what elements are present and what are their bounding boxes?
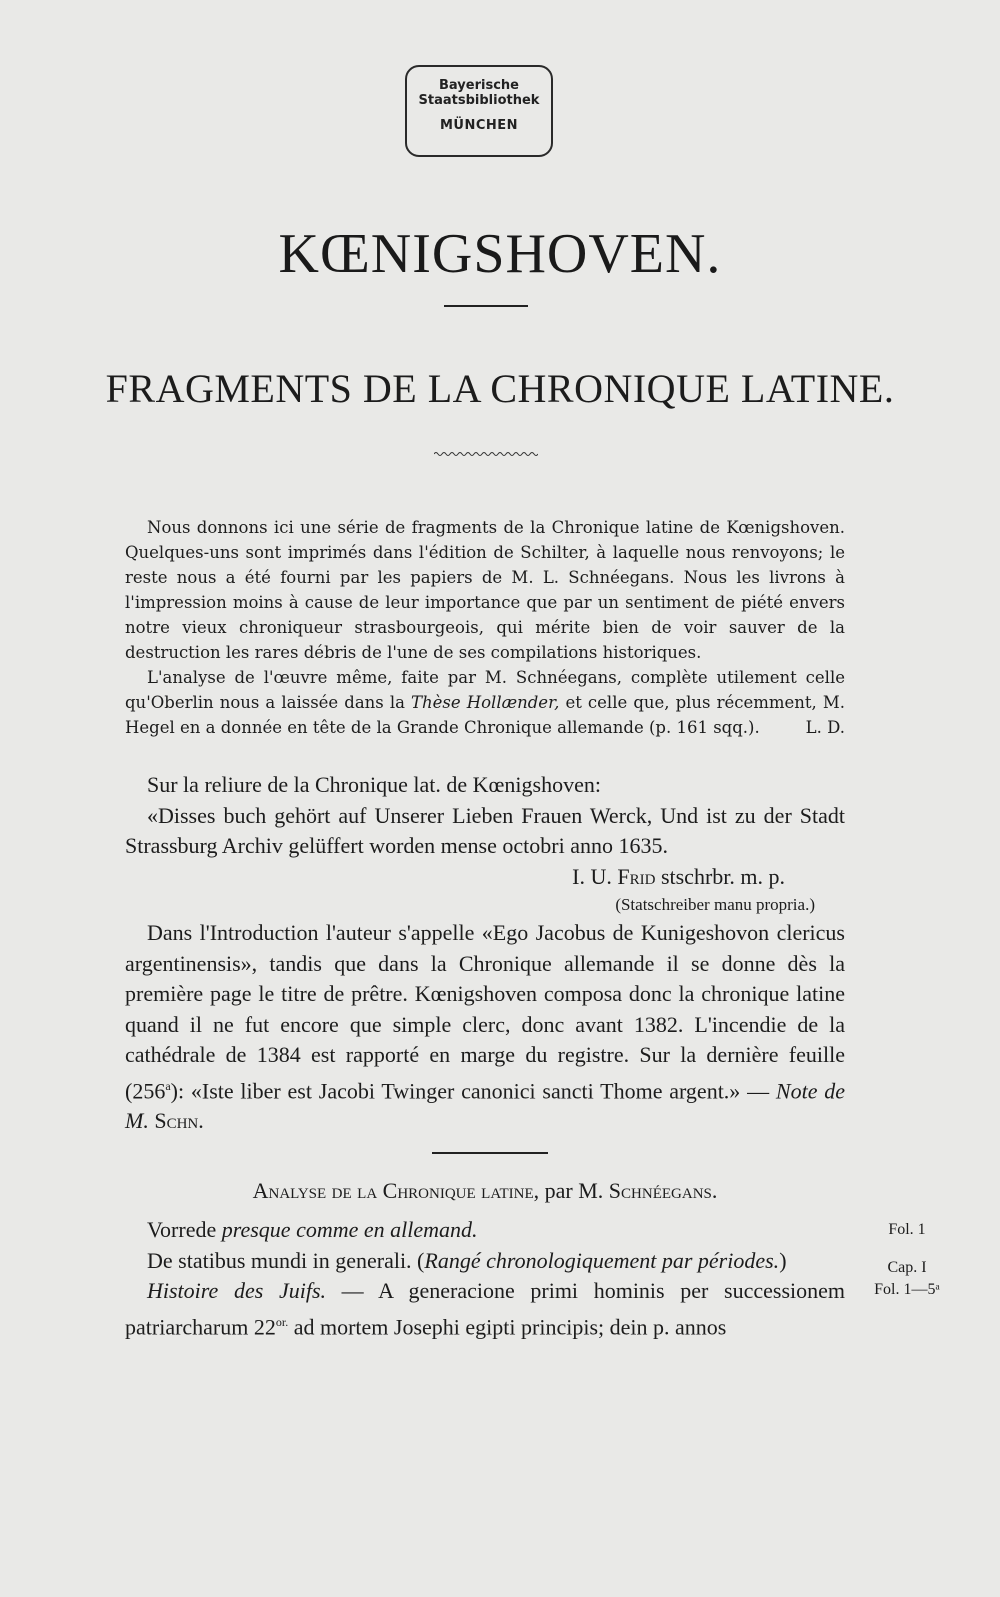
analysis-l1-italic: presque comme en allemand. [221,1217,478,1242]
binding-heading: Sur la reliure de la Chronique lat. de Kœnigshoven: [147,772,601,797]
title-divider [444,305,528,307]
introduction-paragraph [125,918,845,1137]
page-title: KŒNIGSHOVEN. [278,223,722,285]
analysis-heading-b: par M. [544,1178,604,1203]
intro-p2-text-b: et celle que, plus récemment, M. Hegel en a donnée en tête de la Grande Chronique allemande (p. 161 sqq.). [125,693,846,737]
stamp-line-1: Bayerische [439,78,519,93]
stamp-line-3: MÜNCHEN [439,117,519,133]
analysis-line-2 [125,1246,845,1277]
wavy-divider [434,450,538,458]
signature-suffix: stschrbr. m. p. [660,863,785,889]
analysis-line-1 [125,1215,845,1246]
margin-note-fol-1: Fol. 1 [888,1221,926,1238]
signature-prefix: I. U. [572,863,612,889]
intro-p2-italic: Thèse Hollænder, [411,693,560,712]
signature-gloss: (Statschreiber manu propria.) [615,895,815,914]
analysis-heading-a: Analyse de la Chronique latine, [252,1178,540,1203]
analysis-heading [125,1178,845,1204]
stamp-line-2: Staatsbibliothek [418,92,540,108]
analysis-l3-italic: Histoire des Juifs. [147,1278,326,1303]
analysis-l2-close: ) [779,1247,787,1273]
margin-note-cap: Cap. I [887,1259,927,1276]
analysis-l1-text: Vorrede [147,1217,217,1242]
intro-paragraph-2 [125,665,845,740]
analysis-line-3 [125,1276,845,1342]
intro-p2-text-a: L'analyse de l'œuvre même, faite par M. Schnéegans, complète utilement celle qu'Oberlin nous a laissée dans la [125,668,845,712]
intro-para-text-b: ): «Iste liber est Jacobi Twinger canonici sancti Thome argent.» — [170,1077,770,1103]
library-stamp [405,65,553,157]
intro-paragraph-1: Nous donnons ici une série de fragments de la Chronique latine de Kœnigshoven. Quelques-uns sont imprimés dans l'édition de Schilter, à laquelle nous renvoyons; le reste nous a été fourni par les papiers de M. L. Schnéegans. Nous les livrons à l'impression moins à cause de leur importance que par un sentiment de piété envers notre vieux chroniqueur strasbourgeois, qui mérite bien de voir sauver de la destruction les rares débris de l'une de ses compilations historiques. [125,518,845,662]
binding-quote: «Disses buch gehört auf Unserer Lieben Frauen Werck, Und ist zu der Stadt Strassburg Archiv gelüffert worden mense octobri anno 1635. [125,802,845,858]
margin-note-fol-range: Fol. 1—5ᵃ [874,1281,940,1298]
analysis-l3-text: — A generacione primi hominis per successionem patriarcharum 22 [125,1278,845,1339]
intro-section [125,515,845,740]
note-label: Note de M. [125,1077,846,1134]
analysis-l2-italic: Rangé chronologiquement par périodes. [424,1247,780,1273]
signature-name: Frid [617,863,656,889]
intro-initials: L. D. [805,718,845,737]
analysis-l3-text-b: ad mortem Josephi egipti principis; dein p. annos [293,1313,727,1339]
page-subtitle: FRAGMENTS DE LA CHRONIQUE LATINE. [105,366,895,411]
signature-line [125,862,785,893]
body-section-1 [125,770,845,1137]
analysis-l2-text: De statibus mundi in generali. ( [147,1247,425,1273]
analysis-section [125,1215,845,1342]
note-author: Schn. [154,1108,204,1134]
intro-para-text: Dans l'Introduction l'auteur s'appelle «Ego Jacobus de Kunigeshovon clericus argentinensis», tandis que dans la Chronique allemande il se donne dès la première page le titre de prêtre. Kœnigshoven composa donc la chronique latine quand il ne fut encore que simple clerc, donc avant 1382. L'incendie de la cathédrale de 1384 est rapporté en marge du registre. Sur la dernière feuille (256 [125,920,845,1103]
analysis-l3-sup: or. [275,1314,289,1329]
section-divider [432,1152,548,1154]
analysis-heading-c: Schnéegans. [608,1178,718,1203]
intro-para-sup: a [165,1078,171,1093]
